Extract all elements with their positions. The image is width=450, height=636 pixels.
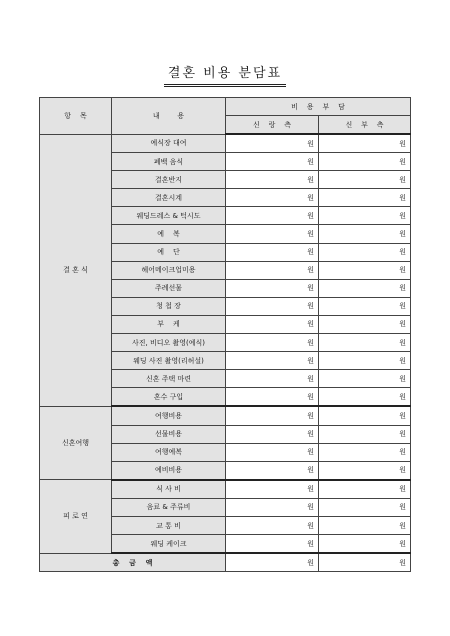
groom-amount: 원 xyxy=(226,535,319,554)
groom-amount: 원 xyxy=(226,243,319,261)
header-groom: 신 랑 측 xyxy=(226,116,319,135)
groom-amount: 원 xyxy=(226,171,319,189)
bride-amount: 원 xyxy=(319,516,411,534)
bride-amount: 원 xyxy=(319,535,411,554)
total-row xyxy=(40,553,411,572)
bride-amount: 원 xyxy=(319,480,411,499)
groom-amount: 원 xyxy=(226,225,319,243)
category-cell: 피 로 연 xyxy=(40,480,112,553)
bride-amount: 원 xyxy=(319,498,411,516)
bride-amount: 원 xyxy=(319,315,411,333)
groom-amount: 원 xyxy=(226,134,319,153)
header-bride: 신 부 측 xyxy=(319,116,411,135)
total-bride-amount: 원 xyxy=(319,553,411,572)
item-label: 헤어메이크업미용 xyxy=(112,261,226,279)
groom-amount: 원 xyxy=(226,370,319,388)
groom-amount: 원 xyxy=(226,297,319,315)
bride-amount: 원 xyxy=(319,243,411,261)
document-title: 결혼 비용 분담표 xyxy=(164,62,286,87)
cost-table-body xyxy=(40,98,411,572)
groom-amount: 원 xyxy=(226,406,319,425)
header-cost-share: 비 용 부 담 xyxy=(226,98,411,116)
bride-amount: 원 xyxy=(319,189,411,207)
groom-amount: 원 xyxy=(226,207,319,225)
total-label: 총 금 액 xyxy=(40,553,226,572)
item-label: 결혼시계 xyxy=(112,189,226,207)
bride-amount: 원 xyxy=(319,425,411,443)
item-label: 여행비용 xyxy=(112,406,226,425)
category-cell: 결 혼 식 xyxy=(40,134,112,406)
bride-amount: 원 xyxy=(319,279,411,297)
item-label: 부 케 xyxy=(112,315,226,333)
groom-amount: 원 xyxy=(226,425,319,443)
table-row xyxy=(40,480,411,499)
item-label: 신혼 주택 마련 xyxy=(112,370,226,388)
bride-amount: 원 xyxy=(319,225,411,243)
bride-amount: 원 xyxy=(319,297,411,315)
bride-amount: 원 xyxy=(319,334,411,352)
bride-amount: 원 xyxy=(319,352,411,370)
item-label: 주례선물 xyxy=(112,279,226,297)
bride-amount: 원 xyxy=(319,370,411,388)
item-label: 음료 & 주류비 xyxy=(112,498,226,516)
bride-amount: 원 xyxy=(319,388,411,407)
table-row xyxy=(40,406,411,425)
item-label: 예식장 대여 xyxy=(112,134,226,153)
item-label: 웨딩 케이크 xyxy=(112,535,226,554)
title-wrap xyxy=(0,62,450,87)
bride-amount: 원 xyxy=(319,261,411,279)
bride-amount: 원 xyxy=(319,406,411,425)
bride-amount: 원 xyxy=(319,153,411,171)
groom-amount: 원 xyxy=(226,189,319,207)
item-label: 선물비용 xyxy=(112,425,226,443)
item-label: 청 첩 장 xyxy=(112,297,226,315)
bride-amount: 원 xyxy=(319,207,411,225)
item-label: 웨딩 사진 촬영(리허설) xyxy=(112,352,226,370)
header-row-1 xyxy=(40,98,411,116)
groom-amount: 원 xyxy=(226,498,319,516)
bride-amount: 원 xyxy=(319,443,411,461)
item-label: 예 단 xyxy=(112,243,226,261)
groom-amount: 원 xyxy=(226,153,319,171)
groom-amount: 원 xyxy=(226,315,319,333)
groom-amount: 원 xyxy=(226,388,319,407)
item-label: 여행예복 xyxy=(112,443,226,461)
groom-amount: 원 xyxy=(226,261,319,279)
item-label: 웨딩드레스 & 턱시도 xyxy=(112,207,226,225)
bride-amount: 원 xyxy=(319,134,411,153)
groom-amount: 원 xyxy=(226,461,319,480)
item-label: 예 복 xyxy=(112,225,226,243)
item-label: 예비비용 xyxy=(112,461,226,480)
groom-amount: 원 xyxy=(226,443,319,461)
item-label: 폐백 음식 xyxy=(112,153,226,171)
cost-table xyxy=(39,97,411,572)
header-content: 내 용 xyxy=(112,98,226,135)
bride-amount: 원 xyxy=(319,461,411,480)
groom-amount: 원 xyxy=(226,334,319,352)
groom-amount: 원 xyxy=(226,516,319,534)
bride-amount: 원 xyxy=(319,171,411,189)
item-label: 식 사 비 xyxy=(112,480,226,499)
category-cell: 신혼여행 xyxy=(40,406,112,479)
item-label: 결혼반지 xyxy=(112,171,226,189)
groom-amount: 원 xyxy=(226,480,319,499)
groom-amount: 원 xyxy=(226,279,319,297)
total-groom-amount: 원 xyxy=(226,553,319,572)
item-label: 사진, 비디오 촬영(예식) xyxy=(112,334,226,352)
item-label: 혼수 구입 xyxy=(112,388,226,407)
header-item: 항 목 xyxy=(40,98,112,135)
groom-amount: 원 xyxy=(226,352,319,370)
item-label: 교 통 비 xyxy=(112,516,226,534)
table-row xyxy=(40,134,411,153)
